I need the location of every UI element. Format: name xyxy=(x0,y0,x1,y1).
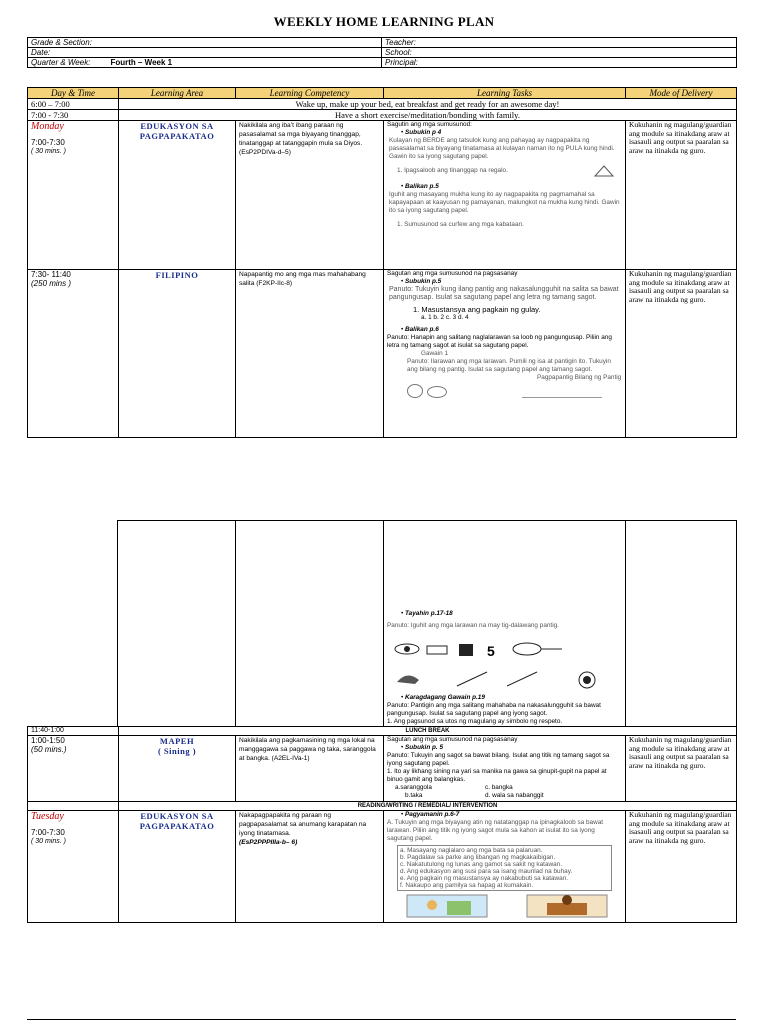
tasks-cell xyxy=(384,121,626,270)
bullet-icon: • xyxy=(401,278,406,285)
bullet-icon: • xyxy=(401,326,406,333)
reading-band: READING/WRITING / REMEDIAL/ INTERVENTION xyxy=(119,802,737,811)
learning-area-sub: ( Sining ) xyxy=(157,746,197,756)
choice-b: b.taka xyxy=(405,792,423,799)
task-instructions: Kulayan ng BERDE ang tatsulok kung ang pahayag ay nagpapakita ng pasasalamat sa biyayang tinatamasa at kulayan naman ito ng PULA kung hindi. Gawin ito sa iyong sagutang papel. xyxy=(389,137,615,160)
info-table xyxy=(27,37,737,68)
fruit-pictures xyxy=(387,384,622,403)
bullet-icon: • xyxy=(401,811,406,818)
task-title: Subukin p 4 xyxy=(405,129,442,136)
triangle-icon xyxy=(594,165,614,177)
competency-text: Napapantig mo ang mga mas mahahabang salita (F2KP-IIc-8) xyxy=(239,271,366,287)
schedule-activity: Wake up, make up your bed, eat breakfast and get ready for an awesome day! xyxy=(119,99,737,110)
lunch-break-band: LUNCH BREAK xyxy=(119,727,737,736)
option-item: f. Nakaupo ang pamilya sa hapag at kumakain. xyxy=(400,882,534,889)
competency-cell xyxy=(236,270,384,438)
task-item: 1. Ang pagsunod sa utos ng magulang ay simbolo ng respeto. xyxy=(387,718,563,725)
time-slot: 1:00-1:50 xyxy=(31,736,65,745)
bullet-icon: • xyxy=(401,610,406,617)
plan-table-afternoon xyxy=(27,726,737,923)
competency-text: Nakapagpapakita ng paraan ng pagpapasalamat sa anumang karapatan na iyong tinatamasa. xyxy=(239,812,367,837)
school-field: School: xyxy=(382,48,737,58)
time-slot: 7:30- 11:40 xyxy=(31,270,71,279)
tasks-cell xyxy=(384,521,626,727)
learning-area-cell xyxy=(119,736,236,802)
schedule-time: 7:00 - 7:30 xyxy=(28,110,119,121)
learning-area-cell xyxy=(119,811,236,923)
day-time-cell xyxy=(28,736,119,802)
day-label: Tuesday xyxy=(31,811,64,822)
task-item xyxy=(387,167,622,175)
mode-cell xyxy=(626,121,737,270)
header-day-time: Day & Time xyxy=(28,88,119,99)
option-item: b. Pagdalaw sa parke ang libangan ng magkakaibigan. xyxy=(400,854,556,861)
teacher-field: Teacher: xyxy=(382,38,737,48)
schedule-activity: Have a short exercise/meditation/bonding with family. xyxy=(119,110,737,121)
task-title: Tayahin p.17-18 xyxy=(405,610,453,617)
mode-of-delivery: Kukuhanin ng magulang/guardian ang module sa itinakdang araw at isasauli ang output sa paaralan sa araw na itinakda ng guro. xyxy=(629,735,732,770)
svg-text:5: 5 xyxy=(487,643,495,659)
tasks-cell xyxy=(384,270,626,438)
learning-area-cell xyxy=(118,521,236,727)
day-time-cell xyxy=(28,121,119,270)
choice-a: a.saranggola xyxy=(395,784,432,791)
bullet-icon: • xyxy=(401,694,406,701)
task-title: Karagdagang Gawain p.19 xyxy=(405,694,485,701)
task-instructions: Panuto: Hanapin ang salitang naglalarawan sa loob ng pangungusap. Piliin ang letra ng tamang sagot at isulat sa sagutang papel. xyxy=(387,334,612,349)
option-item: c. Nakatutulong ng lunas ang gamot sa sakit ng katawan. xyxy=(400,861,562,868)
plan-table xyxy=(27,87,737,438)
choice-c: c. bangka xyxy=(485,784,513,791)
mode-cell xyxy=(626,270,737,438)
learning-area: FILIPINO xyxy=(155,270,199,280)
time-slot: 7:00-7:30 xyxy=(31,138,65,147)
task-instructions: Panuto: Iguhit ang mga larawan na may tig-dalawang pantig. xyxy=(387,622,559,629)
fruit-icon xyxy=(407,384,423,398)
duration: ( 30 mins. ) xyxy=(31,838,67,845)
competency-text: Nakikilala ang iba’t ibang paraan ng pasasalamat sa mga biyayang tinanggap, tinatanggap at tatanggapin mula sa Diyos. xyxy=(239,122,363,147)
competency-cell xyxy=(236,521,384,727)
option-item: d. Ang edukasyon ang susi para sa isang maunlad na buhay. xyxy=(400,868,573,875)
header-learning-competency: Learning Competency xyxy=(236,88,384,99)
task-item: 1. Ito ay likhang sining na yari sa manika na gawa sa ginupit-gupit na papel at binuo gamit ang balangkas. xyxy=(387,768,607,783)
task-column-labels: Pagpapantig Bilang ng Pantig xyxy=(537,374,622,381)
mode-cell xyxy=(626,521,737,727)
bullet-icon: • xyxy=(401,183,406,190)
task-choices: a. 1 b. 2 c. 3 d. 4 xyxy=(421,314,469,321)
task-title: Subukin p. 5 xyxy=(405,744,444,751)
competency-code: (EsP2PDIVa-d–5) xyxy=(239,149,291,156)
page-title: WEEKLY HOME LEARNING PLAN xyxy=(273,14,495,29)
duration: (250 mins ) xyxy=(31,279,72,288)
bullet-icon: • xyxy=(401,129,406,136)
task-item-text: 1. Ipagsaloob ang tinanggap na regalo. xyxy=(397,167,508,174)
header-learning-area: Learning Area xyxy=(119,88,236,99)
learning-area: MAPEH xyxy=(159,736,195,746)
mode-of-delivery: Kukuhanin ng magulang/guardian ang module sa itinakdang araw at isasauli ang output sa paaralan sa araw na itinakda ng guro. xyxy=(629,120,732,155)
duration: ( 30 mins. ) xyxy=(31,148,67,155)
plan-table-continued xyxy=(117,520,737,727)
day-time-cell xyxy=(28,811,119,923)
mode-of-delivery: Kukuhanin ng magulang/guardian ang module sa itinakdang araw at isasauli ang output sa paaralan sa araw na itinakda ng guro. xyxy=(629,269,732,304)
option-item: e. Ang pagkain ng masustansya ay nakabubuti sa katawan. xyxy=(400,875,569,882)
tasks-cell xyxy=(384,811,626,923)
task-instructions: Panuto: Ilarawan ang mga larawan. Pumili ng isa at pantigin ito. Tukuyin ang bilang ng pantig. Isulat sa sagutang papel ang tamang sagot. xyxy=(407,358,611,373)
activity-illustrations xyxy=(387,893,617,919)
answer-line xyxy=(522,397,602,398)
task-instructions: Iguhit ang masayang mukha kung ito ay nagpapakita ng pagmamahal sa kapayapaan at kaayusan ng pamayanan, malungkot na mukha kung hindi. Gawin ito sa iyong sagutang papel. xyxy=(389,191,620,214)
option-item: a. Masayang naglalaro ang mga bata sa palaruan. xyxy=(400,847,543,854)
quarter-label: Quarter & Week: xyxy=(31,58,91,67)
duration: (50 mins.) xyxy=(31,745,67,754)
learning-area: EDUKASYON SA PAGPAPAKATAO xyxy=(139,811,215,831)
day-time-cell xyxy=(28,270,119,438)
learning-area-cell xyxy=(119,270,236,438)
task-title: Balikan p.6 xyxy=(405,326,439,333)
fruit-icon xyxy=(427,386,447,398)
principal-field: Principal: xyxy=(382,58,737,68)
mode-of-delivery: Kukuhanin ng magulang/guardian ang module sa itinakdang araw at isasauli ang output sa paaralan sa araw na itinakda ng guro. xyxy=(629,810,732,845)
learning-area: EDUKASYON SA PAGPAPAKATAO xyxy=(139,121,215,141)
competency-cell xyxy=(236,121,384,270)
quarter-week-field xyxy=(28,58,382,68)
picture-row-illustration xyxy=(387,632,617,692)
competency-text: Nakikilala ang pagkamasining ng mga lokal na manggagawa sa paggawa ng taka, saranggola at bangka. (A2EL-IVa-1) xyxy=(239,737,376,762)
task-intro: Sagutan ang mga sumusunod na pagsasanay xyxy=(387,736,518,743)
task-title: Subukin p.5 xyxy=(405,278,442,285)
time-slot: 11:40-1:00 xyxy=(28,727,119,736)
task-instructions: Panuto: Tukuyin kung ilang pantig ang nakasalungguhit na salita sa bawat pangungusap. Isulat sa sagutang papel ang letra ng tamang sagot. xyxy=(389,286,619,301)
task-intro: Sagutan ang mga sumusunod na pagsasanay xyxy=(387,270,518,277)
empty-time-cell xyxy=(28,802,119,811)
quarter-value: Fourth – Week 1 xyxy=(110,58,173,67)
time-slot: 7:00-7:30 xyxy=(31,828,65,837)
task-instructions: Panuto: Tukuyin ang sagot sa bawat bilang. Isulat ang titik ng tamang sagot sa iyong sagutang papel. xyxy=(387,752,610,767)
schedule-time: 6:00 – 7:00 xyxy=(28,99,119,110)
header-learning-tasks: Learning Tasks xyxy=(384,88,626,99)
task-item: 1. Masustansya ang pagkain ng gulay. xyxy=(413,305,541,314)
learning-area-cell xyxy=(119,121,236,270)
page-separator xyxy=(27,1019,736,1020)
options-box xyxy=(397,845,612,891)
choice-d: d. wala sa nabanggit xyxy=(485,792,544,799)
mode-cell xyxy=(626,736,737,802)
header-mode-of-delivery: Mode of Delivery xyxy=(626,88,737,99)
day-label: Monday xyxy=(31,121,64,132)
grade-section-field: Grade & Section: xyxy=(28,38,382,48)
task-title: Pagyamanin p.6-7 xyxy=(405,811,460,818)
competency-cell xyxy=(236,736,384,802)
mode-cell xyxy=(626,811,737,923)
task-title: Balikan p.5 xyxy=(405,183,439,190)
task-intro: Sagutin ang mga sumusunod: xyxy=(387,121,472,128)
bullet-icon: • xyxy=(401,744,406,751)
task-instructions: Panuto: Pantigin ang mga salitang mahahaba na nakasalungguhit sa bawat pangungusap. Isulat sa sagutang papel ang iyong sagot. xyxy=(387,702,601,717)
tasks-cell xyxy=(384,736,626,802)
date-field: Date: xyxy=(28,48,382,58)
task-instructions: A. Tukuyin ang mga biyayang atin ng natatanggap na ipinagkaloob sa bawat larawan. Piliin ang titik ng iyong sagot mula sa kahon at isulat ito sa iyong sagutang papel. xyxy=(387,819,604,842)
competency-code: (EsP2PPPIIIa-b– 6) xyxy=(239,839,298,846)
competency-cell xyxy=(236,811,384,923)
task-subtitle: Gawain 1 xyxy=(421,350,448,357)
task-item: 1. Sumusunod sa curfew ang mga kabataan. xyxy=(397,221,524,228)
